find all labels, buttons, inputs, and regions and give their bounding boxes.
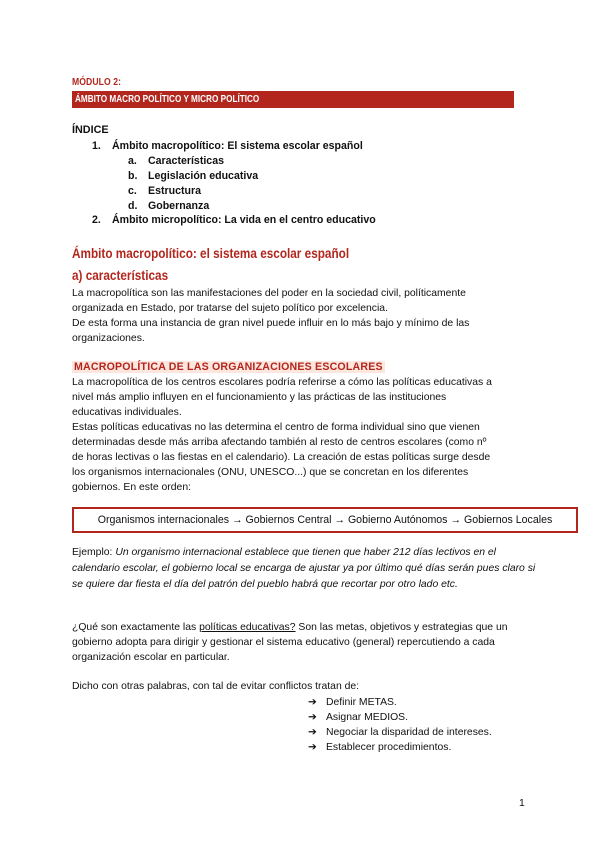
arrow-icon: ➔ [308, 697, 317, 708]
toc-label: Estructura [148, 185, 201, 197]
paragraph-line: La macropolítica son las manifestaciones del poder en la sociedad civil, políticamente [72, 288, 466, 299]
page-number: 1 [519, 798, 525, 809]
bullet-text: Establecer procedimientos. [326, 742, 452, 753]
example-label: Ejemplo: [72, 547, 116, 558]
toc-number: b. [128, 170, 138, 182]
paragraph-line: organizaciones. [72, 333, 145, 344]
toc-label: Gobernanza [148, 200, 210, 212]
paragraph-line: De esta forma una instancia de gran nivel puede influir en lo más bajo y mínimo de las [72, 318, 470, 329]
toc-item-1d [128, 200, 209, 212]
conflicts-intro: Dicho con otras palabras, con tal de evitar conflictos tratan de: [72, 681, 360, 692]
paragraph-line: de horas lectivas o las fiestas en el calendario). La creación de estas políticas surge desde [72, 452, 491, 463]
index-title: ÍNDICE [72, 124, 109, 136]
paragraph-line: Estas políticas educativas no las determina el centro de forma individual sino que vienen [72, 422, 480, 433]
toc-number: 2. [92, 214, 101, 226]
toc-label: Características [148, 155, 224, 167]
bullet-item [308, 711, 408, 723]
toc-item-1c [128, 185, 201, 197]
bullet-text: Asignar MEDIOS. [326, 712, 408, 723]
paragraph-line: gobiernos. En este orden: [72, 482, 191, 493]
arrow-icon: ➔ [308, 727, 317, 738]
toc-item-1b [128, 170, 258, 182]
paragraph-line: los organismos internacionales (ONU, UNESCO...) que se concretan en los diferentes [72, 467, 469, 478]
bullet-item [308, 696, 397, 708]
paragraph-line: nivel más amplio influyen en el funcionamiento y las prácticas de las instituciones [72, 392, 447, 403]
module-title: ÁMBITO MACRO POLÍTICO Y MICRO POLÍTICO [75, 93, 260, 105]
example-paragraph [72, 545, 542, 593]
module-title-banner [72, 91, 514, 108]
macro-paragraph [72, 375, 542, 495]
arrow-icon: ➔ [308, 712, 317, 723]
module-label: MÓDULO 2: [72, 76, 122, 88]
intro-paragraph [72, 286, 542, 346]
hierarchy-flow-box [72, 507, 578, 533]
policies-link: políticas educativas? [199, 622, 296, 633]
section-title: Ámbito macropolítico: el sistema escolar español [72, 245, 350, 261]
toc-item-1a [128, 155, 224, 167]
toc-number: c. [128, 185, 137, 197]
toc-item-1 [92, 140, 363, 152]
bullet-item [308, 741, 451, 753]
paragraph-line: educativas individuales. [72, 407, 182, 418]
question-pre: ¿Qué son exactamente las [72, 622, 200, 633]
question-paragraph [72, 620, 542, 665]
paragraph-line: determinadas desde más arriba afectando también al resto de centros escolares (como nº [72, 437, 487, 448]
hierarchy-flow-text: Organismos internacionales → Gobiernos Central → Gobierno Autónomos → Gobiernos Locales [97, 514, 553, 526]
example-text: Un organismo internacional establece que tienen que haber 212 días lectivos en el calendario escolar, el gobierno local se encarga de ajustar ya por último qué días serán pues claro si se quiere dar fiesta el día del patrón del pueblo habrá que recortar por otro lado etc. [72, 547, 536, 590]
paragraph-line: La macropolítica de los centros escolares podría referirse a cómo las políticas educativas a [72, 377, 492, 388]
toc-item-2 [92, 214, 376, 226]
toc-number: 1. [92, 140, 101, 152]
toc-label: Ámbito micropolítico: La vida en el centro educativo [112, 214, 376, 226]
toc-label: Legislación educativa [148, 170, 259, 182]
bullet-text: Negociar la disparidad de intereses. [326, 727, 492, 738]
arrow-icon: ➔ [308, 742, 317, 753]
toc-number: d. [128, 200, 138, 212]
macro-heading: MACROPOLÍTICA DE LAS ORGANIZACIONES ESCOLARES [74, 361, 383, 373]
toc-label: Ámbito macropolítico: El sistema escolar español [112, 140, 363, 152]
paragraph-line: organizada en Estado, por tratarse del sujeto político por excelencia. [72, 303, 388, 314]
bullet-item [308, 726, 492, 738]
section-subtitle: a) características [72, 267, 169, 283]
question-answer: Son las metas, objetivos y estrategias que un gobierno adopta para dirigir y gestionar el sistema educativo (general) repercutiendo a cada organización escolar en particular. [72, 622, 508, 663]
bullet-text: Definir METAS. [326, 697, 397, 708]
toc-number: a. [128, 155, 137, 167]
